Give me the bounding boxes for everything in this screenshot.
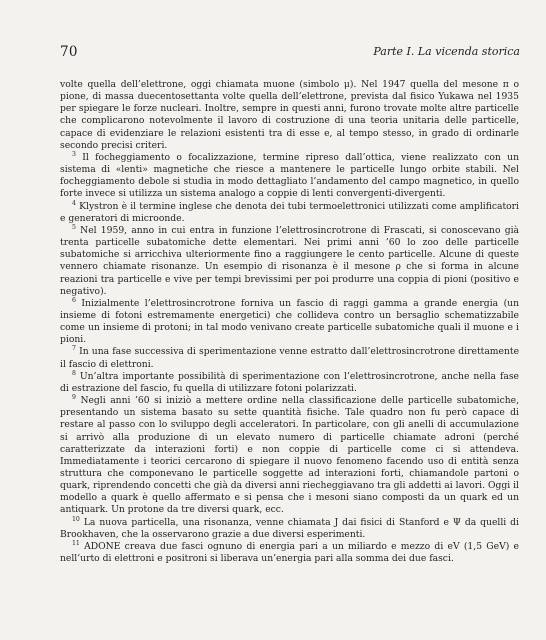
note-number: 5: [72, 223, 76, 231]
note-number: 6: [72, 296, 76, 304]
note-number: 10: [72, 515, 80, 523]
note-continuation: [60, 79, 519, 152]
note-text: ADONE creava due fasci ognuno di energia pari a un miliardo e mezzo di eV (1,5 GeV) e nell’urto di elettroni e positroni si liberava un’energia pari alla somma dei due fasci.: [60, 540, 519, 565]
note-5: [60, 225, 519, 298]
note-number: 11: [72, 539, 80, 547]
note-7: [60, 346, 519, 370]
note-number: 4: [72, 199, 76, 207]
page-number: 70: [60, 44, 78, 60]
note-text: Inizialmente l’elettrosincrotrone forniva un fascio di raggi gamma a grande energia (un insieme di fotoni estremamente energetici) che collideva contro un bersaglio schematizzabile come un insieme di protoni; in tal modo venivano create particelle subatomiche quali il muone e i pioni.: [60, 297, 519, 346]
page-header: [60, 44, 520, 60]
note-number: 3: [72, 150, 76, 158]
note-text: In una fase successiva di sperimentazione venne estratto dall’elettrosincrotrone direttamente il fascio di elettroni.: [60, 346, 520, 370]
note-9: [60, 395, 519, 517]
running-head: Parte I. La vicenda storica: [373, 45, 520, 58]
note-text: Klystron è il termine inglese che denota dei tubi termoelettronici utilizzati come amplificatori e generatori di microonde.: [60, 200, 519, 224]
note-11: [60, 541, 519, 565]
note-text: volte quella dell’elettrone, oggi chiamata muone (simbolo μ). Nel 1947 quella del mesone π o pione, di massa duecentosettanta volte quella dell’elettrone, prevista dal fisico Yukawa nel 1935 per spiegare le forze nucleari. Inoltre, sempre in questi anni, furono trovate molte altre particelle che complicarono notevolmente il lavoro di costruzione di una teoria unitaria delle particelle, capace di evidenziare le relazioni esistenti tra di esse e, al tempo stesso, in grado di ordinarle secondo precisi criteri.: [60, 79, 519, 151]
note-text: Il focheggiamento o focalizzazione, termine ripreso dall’ottica, viene realizzato con un sistema di «lenti» magnetiche che riesce a mantenere le particelle lungo orbite stabili. Nel focheggiamento debole si studia in modo dettagliato l’andamento del campo magnetico, in quello forte invece si utilizza un sistema analogo a coppie di lenti convergenti-divergenti.: [60, 151, 519, 200]
note-text: La nuova particella, una risonanza, venne chiamata J dai fisici di Stanford e Ψ da quelli di Brookhaven, che la osservarono grazie a due diversi esperimenti.: [60, 516, 519, 540]
note-10: [60, 517, 519, 541]
note-text: Un’altra importante possibilità di sperimentazione con l’elettrosincrotrone, anche nella fase di estrazione del fascio, fu quella di utilizzare fotoni polarizzati.: [60, 370, 519, 394]
note-text: Negli anni ’60 si iniziò a mettere ordine nella classificazione delle particelle subatomiche, presentando un sistema basato su sette quantità fisiche. Tale quadro non fu però capace di restare al passo con lo sviluppo degli acceleratori. In particolare, con gli anelli di accumulazione si arrivò alla produzione di un elevato numero di particelle chiamate adroni (perché caratterizzate da interazioni forti) e non coppie di particelle come ci si attendeva. Immediatamente i teorici cercarono di spiegare il nuovo fenomeno facendo uso di entità senza struttura che componevano le particelle soggette ad interazioni forti, chiamandole partoni o quark, riprendendo concetti che già da diversi anni riecheggiavano tra gli addetti ai lavori. Oggi il modello a quark è quello affermato e si pensa che i mesoni siano composti da un quark ed un antiquark. Un protone da tre diversi quark, ecc.: [60, 395, 519, 516]
note-number: 7: [72, 345, 76, 353]
note-number: 8: [72, 369, 76, 377]
note-3: [60, 152, 519, 201]
note-4: [60, 201, 519, 225]
notes-body: [60, 79, 519, 565]
note-text: Nel 1959, anno in cui entra in funzione l’elettrosincrotrone di Frascati, si conoscevano già trenta particelle subatomiche dette elementari. Nei primi anni ’60 lo zoo delle particelle subatomiche si arricchiva ulteriormente fino a raggiungere le cento particelle. Alcune di queste vennero chiamate risonanze. Un esempio di risonanza è il mesone ρ che si forma in alcune reazioni tra particelle e vive per tempi brevissimi per poi produrre una coppia di pioni (positivo e negativo).: [60, 224, 519, 297]
note-8: [60, 371, 519, 395]
note-6: [60, 298, 519, 347]
note-number: 9: [72, 394, 76, 401]
